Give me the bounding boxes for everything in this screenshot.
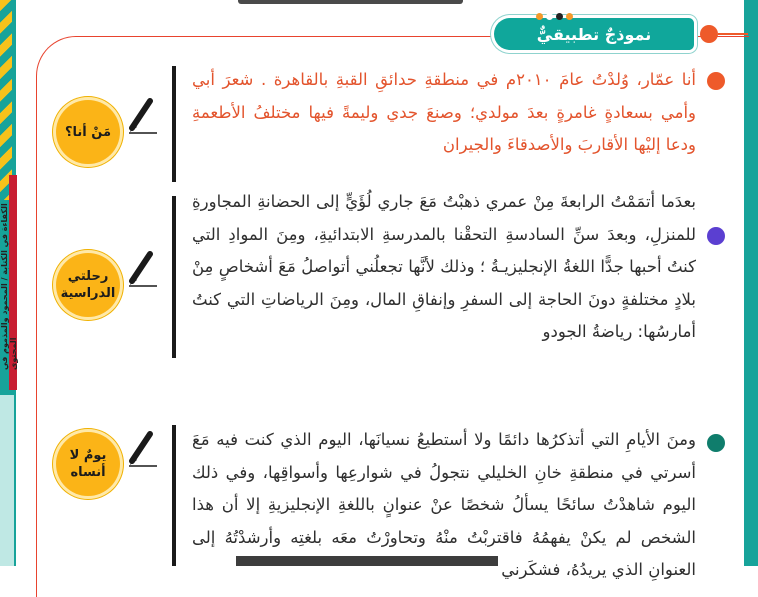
striped-edge-decoration [0,0,12,200]
header-dot [536,13,543,20]
badge-label: يومٌ لا أنساه [69,448,107,480]
badge-label: مَنْ أنا؟ [64,124,112,140]
badge-study-journey [56,253,120,317]
section-bullet-icon [707,72,725,90]
pencil-icon [128,248,158,288]
section-bullet-icon [707,434,725,452]
header-dot [546,13,553,20]
section-paragraph-who-am-i: أنا عمّار، وُلدْتُ عامَ ٢٠١٠م في منطقةِ حدائقِ القبةِ بالقاهرة . شعرَ أبي وأمي بسعادةٍ غامرةٍ بعدَ مولدي؛ وصنعَ جدي وليمةً فيها مختلفُ الأطعمةِ ودعا إليْها الأقاربَ والأصدقاءَ والجيران [192,70,696,154]
section-divider-line [172,196,176,358]
spine-text: الكفاءة في الكتابة / المحمود والمذموم في المحتوى [0,203,18,370]
section-divider-line [172,425,176,566]
section-divider-line [172,66,176,182]
badge-who-am-i [56,100,120,164]
top-scroll-bar [238,0,463,4]
header-dots-icon [536,13,573,20]
bottom-scroll-bar [236,556,498,566]
section-paragraph-study-journey: بعدَما أتمَمْتُ الرابعةَ مِنْ عمري ذهبْتُ مَعَ جاري لُؤَيٍّ إلى الحضانةِ المجاورةِ للمنزلِ، وبعدَ سنِّ السادسةِ التحقْنا بالمدرسةِ الابتدائيةِ، ومِنَ الموادِ التي كنتُ أحبها جدًّا اللغةُ الإنجليزيـةُ ؛ وذلك لأنَّها تجعلُني أتواصلُ مَعَ أشخاصٍ مِنْ بلادٍ مختلفةٍ دونَ الحاجة إلى السفرِ وإنفاقِ المال، ومِنَ الرياضاتِ التي كنتُ أمارسُها: رياضةُ الجودو [192,192,696,341]
section-bullet-icon [707,227,725,245]
badge-label: رحلتي الدراسية [60,269,116,301]
edge-bottom-decoration [0,395,14,566]
pencil-icon [128,95,158,135]
header-dot [556,13,563,20]
header-knob-icon [700,25,718,43]
badge-unforgettable-day [56,432,120,496]
pencil-icon [128,428,158,468]
header-dot [566,13,573,20]
header-connector [718,33,748,35]
section-header [494,18,694,50]
section-paragraph-unforgettable-day: ومنَ الأيامِ التي أتذكرُها دائمًا ولا أستطيعُ نسيانَها، اليوم الذي كنت فيه مَعَ أسرتي في منطقةِ خانِ الخليلي نتجولُ في شوارعِها وأسواقِها، وفي ذلك اليوم شاهدْتُ سائحًا يسألُ شخصًا عنْ عنوانٍ باللغةِ الإنجليزيةِ إلا أن هذا الشخص لم يكنْ يفهمُهُ فاقتربْتُ منْهُ وتحاورْتُ معَه بلغتِه وأرشدْتُهُ إلى العنوانِ الذي يريدُهُ، فشكَرني [192,430,696,579]
header-title: نموذجٌ تطبيقيٌّ [536,24,652,44]
